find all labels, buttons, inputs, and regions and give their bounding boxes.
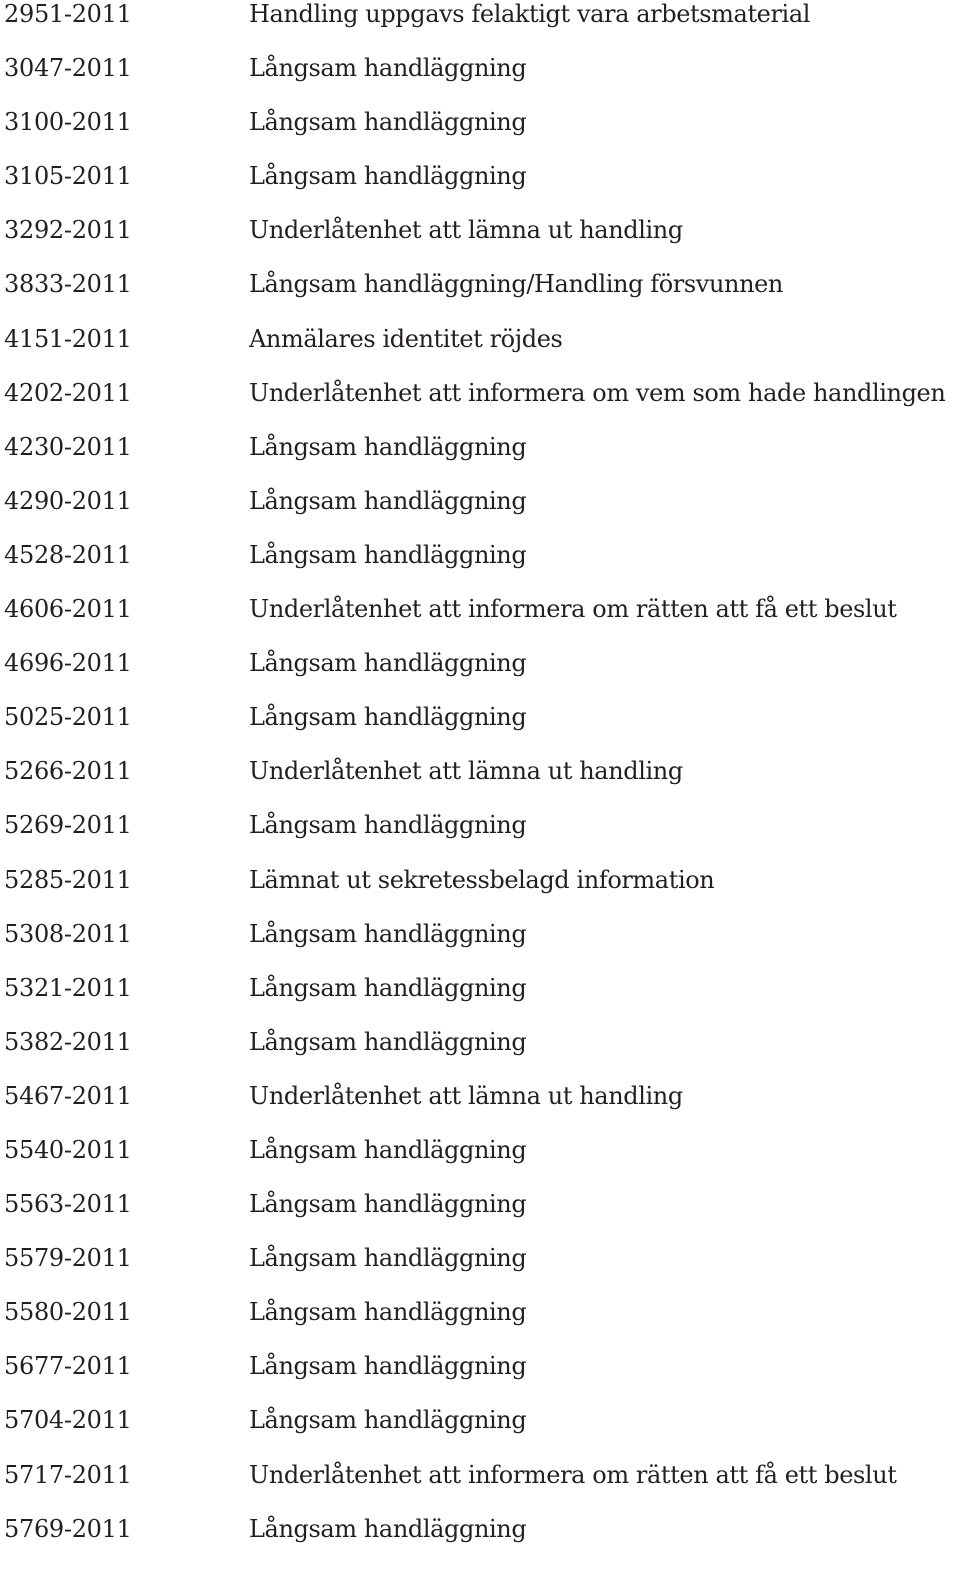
- case-row: [0, 0, 960, 54]
- case-number: 4202-2011: [4, 378, 132, 407]
- case-number: 4151-2011: [4, 324, 132, 353]
- case-description: Långsam handläggning: [249, 811, 527, 840]
- case-number: 3100-2011: [4, 108, 132, 137]
- case-description: Långsam handläggning: [249, 1352, 527, 1381]
- case-number: 5580-2011: [4, 1298, 132, 1327]
- case-row: [0, 54, 960, 108]
- case-row: [0, 270, 960, 324]
- case-number: 4230-2011: [4, 432, 132, 461]
- case-description: Långsam handläggning: [249, 973, 527, 1002]
- case-row: [0, 162, 960, 216]
- case-number: 3105-2011: [4, 162, 132, 191]
- case-row: [0, 649, 960, 703]
- case-description: Långsam handläggning: [249, 1027, 527, 1056]
- case-description: Underlåtenhet att lämna ut handling: [249, 757, 683, 786]
- case-description: Långsam handläggning: [249, 919, 527, 948]
- case-number: 5308-2011: [4, 919, 132, 948]
- case-description: Handling uppgavs felaktigt vara arbetsmaterial: [249, 0, 811, 28]
- case-description: Underlåtenhet att lämna ut handling: [249, 1081, 683, 1110]
- case-number: 5563-2011: [4, 1190, 132, 1219]
- case-number: 2951-2011: [4, 0, 132, 28]
- case-description: Långsam handläggning: [249, 54, 527, 83]
- case-row: [0, 1028, 960, 1082]
- case-description: Långsam handläggning: [249, 162, 527, 191]
- case-number: 5025-2011: [4, 703, 132, 732]
- case-description: Långsam handläggning: [249, 432, 527, 461]
- case-row: [0, 433, 960, 487]
- case-number: 5266-2011: [4, 757, 132, 786]
- case-description: Långsam handläggning: [249, 1190, 527, 1219]
- case-number: 3833-2011: [4, 270, 132, 299]
- case-description: Långsam handläggning: [249, 1514, 527, 1543]
- case-number: 5769-2011: [4, 1514, 132, 1543]
- case-row: [0, 974, 960, 1028]
- case-row: [0, 1190, 960, 1244]
- case-description: Långsam handläggning: [249, 540, 527, 569]
- case-row: [0, 866, 960, 920]
- case-row: [0, 703, 960, 757]
- case-row: [0, 920, 960, 974]
- case-row: [0, 379, 960, 433]
- case-number: 5382-2011: [4, 1027, 132, 1056]
- case-row: [0, 487, 960, 541]
- case-number: 5677-2011: [4, 1352, 132, 1381]
- case-row: [0, 541, 960, 595]
- case-row: [0, 1136, 960, 1190]
- case-description: Långsam handläggning: [249, 703, 527, 732]
- case-row: [0, 811, 960, 865]
- case-description: Långsam handläggning: [249, 1244, 527, 1273]
- case-row: [0, 325, 960, 379]
- case-description: Långsam handläggning: [249, 1298, 527, 1327]
- case-description: Långsam handläggning: [249, 649, 527, 678]
- case-row: [0, 1515, 960, 1569]
- case-number: 5321-2011: [4, 973, 132, 1002]
- case-description: Långsam handläggning: [249, 1406, 527, 1435]
- case-description: Underlåtenhet att informera om rätten att få ett beslut: [249, 1460, 897, 1489]
- case-description: Underlåtenhet att informera om vem som hade handlingen: [249, 378, 946, 407]
- case-number: 3047-2011: [4, 54, 132, 83]
- case-number: 5704-2011: [4, 1406, 132, 1435]
- case-description: Lämnat ut sekretessbelagd information: [249, 865, 715, 894]
- case-description: Underlåtenhet att lämna ut handling: [249, 216, 683, 245]
- case-number: 5579-2011: [4, 1244, 132, 1273]
- case-description: Långsam handläggning: [249, 108, 527, 137]
- case-row: [0, 1244, 960, 1298]
- case-description: Långsam handläggning/Handling försvunnen: [249, 270, 783, 299]
- case-number: 5269-2011: [4, 811, 132, 840]
- case-row: [0, 757, 960, 811]
- case-number: 4290-2011: [4, 486, 132, 515]
- case-description: Underlåtenhet att informera om rätten att få ett beslut: [249, 595, 897, 624]
- case-row: [0, 1298, 960, 1352]
- case-description: Långsam handläggning: [249, 486, 527, 515]
- case-number: 5467-2011: [4, 1081, 132, 1110]
- case-row: [0, 108, 960, 162]
- case-description: Anmälares identitet röjdes: [249, 324, 563, 353]
- case-number: 3292-2011: [4, 216, 132, 245]
- case-number: 5717-2011: [4, 1460, 132, 1489]
- case-row: [0, 1461, 960, 1515]
- case-row: [0, 1082, 960, 1136]
- case-number: 4696-2011: [4, 649, 132, 678]
- case-row: [0, 216, 960, 270]
- case-row: [0, 1406, 960, 1460]
- case-number: 4606-2011: [4, 595, 132, 624]
- case-number: 5540-2011: [4, 1135, 132, 1164]
- case-number: 4528-2011: [4, 540, 132, 569]
- case-description: Långsam handläggning: [249, 1135, 527, 1164]
- case-row: [0, 595, 960, 649]
- case-number: 5285-2011: [4, 865, 132, 894]
- case-row: [0, 1352, 960, 1406]
